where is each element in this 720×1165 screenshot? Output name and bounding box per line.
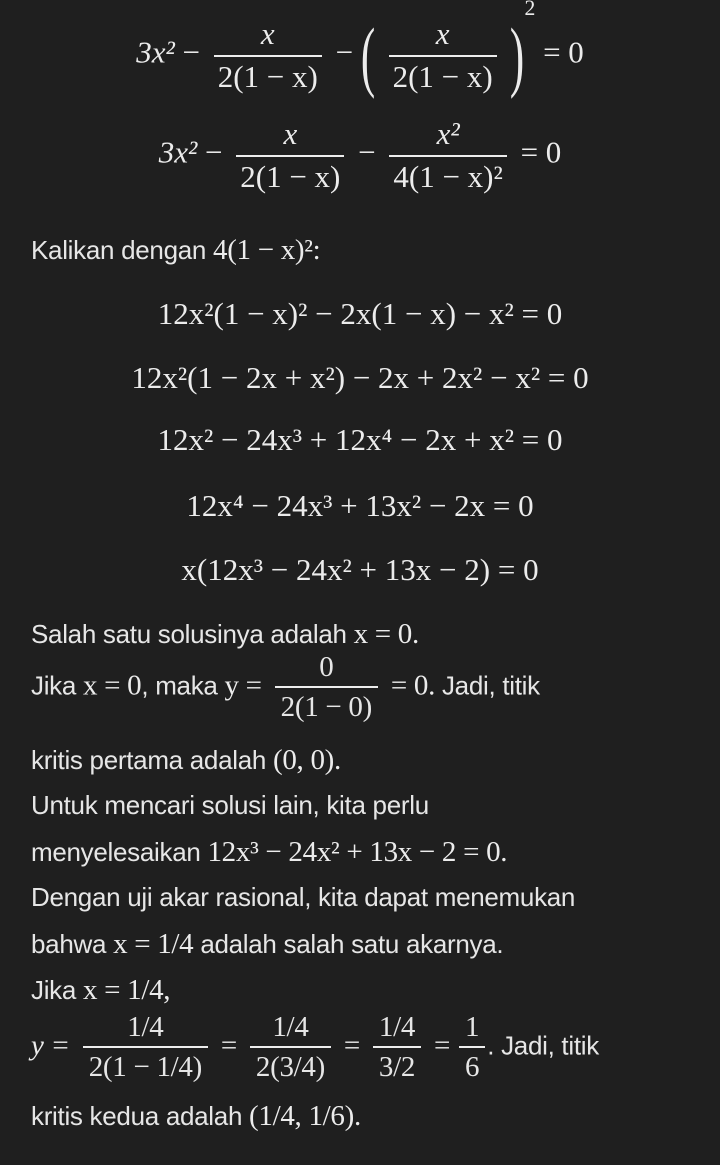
eq1-exponent: 2 (524, 0, 536, 20)
multiply-instruction: Kalikan dengan 4(1 − x)²: (31, 234, 321, 266)
equation-7: x(12x³ − 24x² + 13x − 2) = 0 (181, 552, 539, 587)
equation-6: 12x⁴ − 24x³ + 13x² − 2x = 0 (186, 488, 534, 523)
eq1-term: 3x² (136, 34, 175, 70)
solution-x0: Salah satu solusinya adalah x = 0. (31, 618, 419, 650)
y-at-x0: Jika x = 0, maka y = $\frac{0}{2(1 - 0)}$ = 0. Jadi, titik (31, 651, 540, 724)
right-paren: ) (510, 11, 525, 99)
other-solution-intro: Untuk mencari solusi lain, kita perlu (31, 790, 429, 820)
equation-3: 12x²(1 − x)² − 2x(1 − x) − x² = 0 (157, 296, 563, 331)
eq1-rhs: = 0 (543, 34, 584, 70)
eq2-fraction-1: $\frac{x}{2(1 - x)}$ (236, 118, 344, 193)
eq1-fraction-2: $\frac{x}{2(1 - x)}$ (389, 18, 497, 93)
y-fraction: $\frac{0}{2(1 - 0)}$ (275, 652, 378, 723)
if-x-quarter: Jika x = 1/4, (31, 974, 171, 1006)
eq1-fraction-1: $\frac{x}{2(1 - x)}$ (214, 18, 322, 93)
equation-2: 3x² − $\frac{x}{2(1 - x)}$ − $\frac{\text{x²}}{\text{4(1 − x)²}}$ = 0 (158, 116, 562, 194)
critical-point-1: kritis pertama adalah (0, 0). (31, 744, 341, 776)
eq2-fraction-2: $\frac{\text{x²}}{\text{4(1 − x)²}}$ (389, 118, 506, 193)
critical-point-2: kritis kedua adalah (1/4, 1/6). (31, 1100, 361, 1132)
cubic-equation-line: menyelesaikan 12x³ − 24x² + 13x − 2 = 0. (31, 836, 508, 868)
y-at-x-quarter: y = $\frac{1/4}{2(1 - 1/4)}$ = $\frac{1/4}{2(3/4)}$ = $\frac{1/4}{3/2}$ = $\frac{1}{6}$ . Jadi, titik (31, 1011, 599, 1084)
rational-root-test: Dengan uji akar rasional, kita dapat menemukan (31, 882, 576, 912)
equation-4: 12x²(1 − 2x + x²) − 2x + 2x² − x² = 0 (131, 360, 589, 395)
equation-1: 3x² − $\frac{x}{2(1 - x)}$ − ( $\frac{x}{2(1 - x)}$ )$^2$ = 0 (0, 8, 720, 95)
equation-5: 12x² − 24x³ + 12x⁴ − 2x + x² = 0 (157, 422, 563, 457)
left-paren: ( (360, 11, 375, 99)
root-quarter: bahwa x = 1/4 adalah salah satu akarnya. (31, 928, 504, 960)
